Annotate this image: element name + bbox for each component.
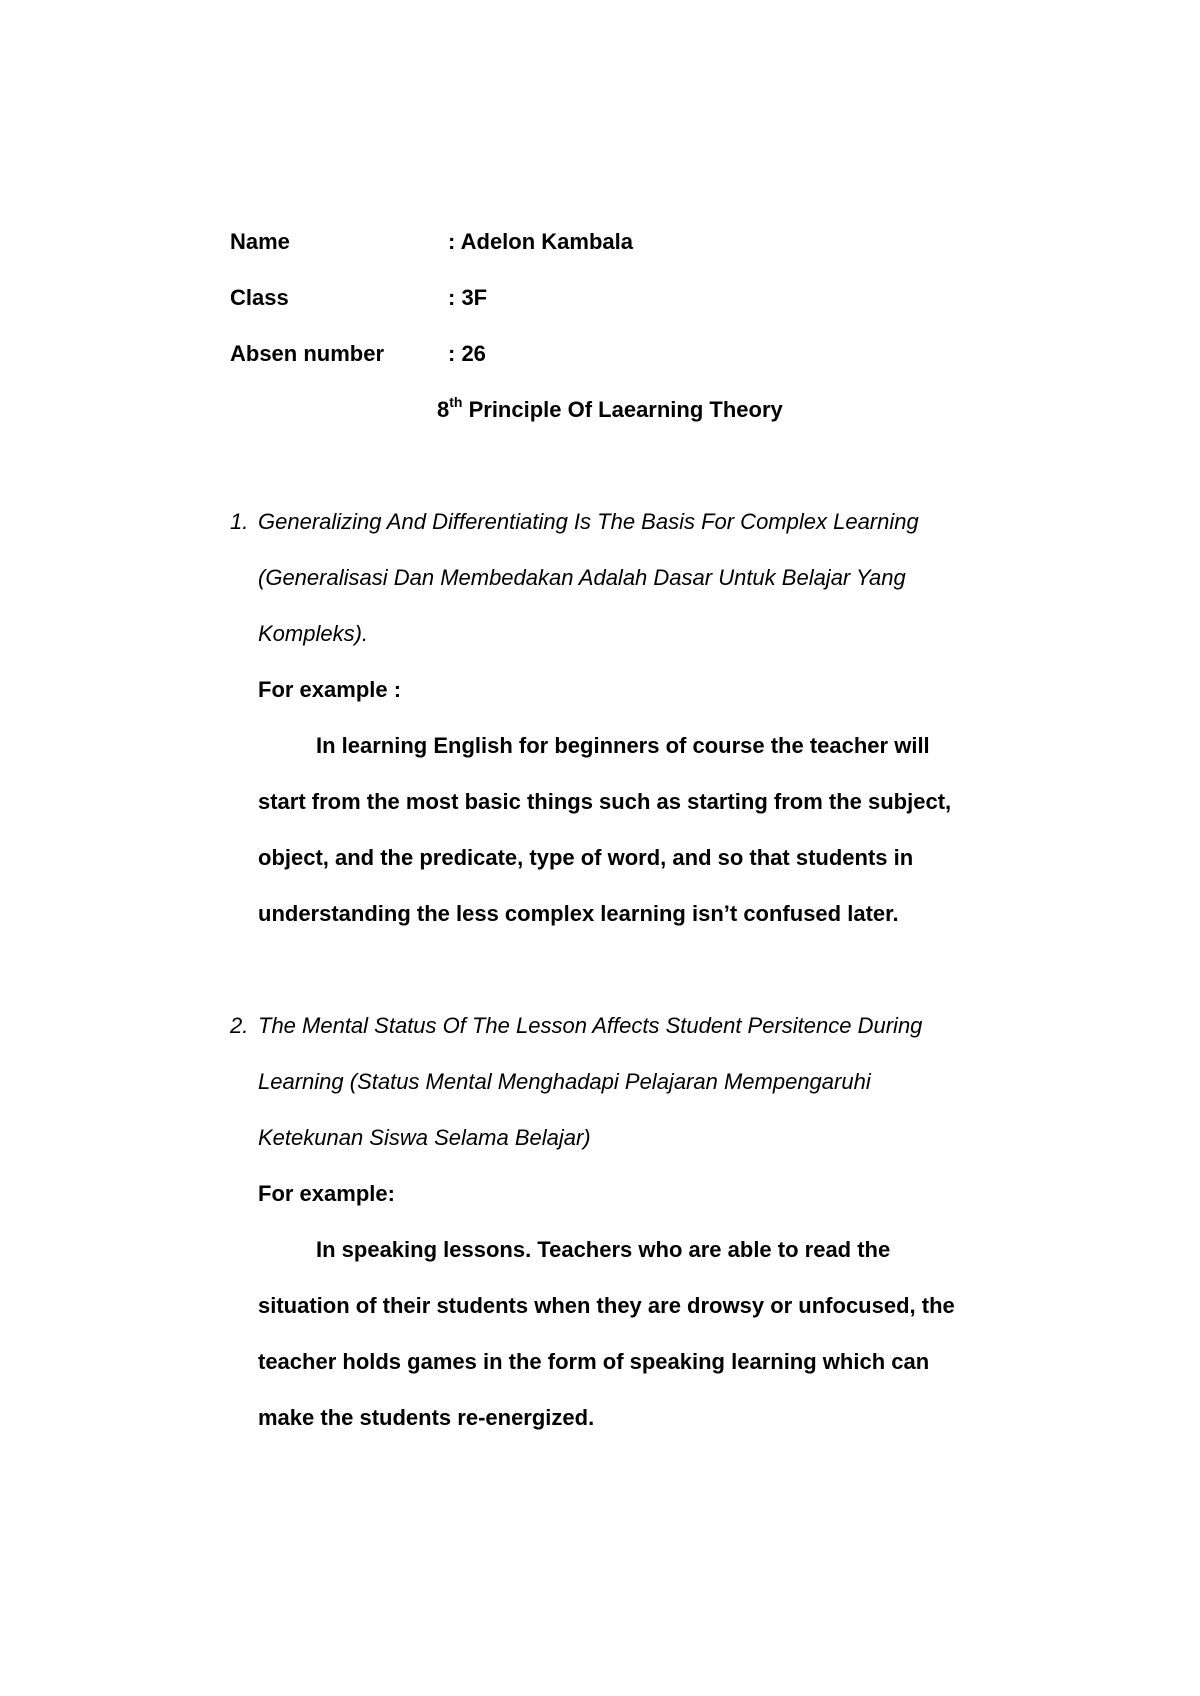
example-label: For example : [258, 677, 402, 702]
example-line: start from the most basic things such as starting from the subject, [258, 789, 952, 814]
example-line: understanding the less complex learning isn’t confused later. [258, 901, 899, 926]
absen-number-value: : 26 [448, 341, 486, 366]
title-ordinal-suffix: th [449, 393, 463, 410]
item-heading-line: Generalizing And Differentiating Is The Basis For Complex Learning [258, 509, 919, 534]
example-line: object, and the predicate, type of word, and so that students in [258, 845, 914, 870]
class-value: : 3F [448, 285, 488, 310]
item-heading-line: Learning (Status Mental Menghadapi Pelajaran Mempengaruhi [258, 1069, 871, 1094]
example-label: For example: [258, 1181, 395, 1206]
document-title [437, 393, 783, 423]
item-number: 1. [230, 509, 249, 534]
example-line: make the students re-energized. [258, 1405, 595, 1430]
item-heading-line: Kompleks). [258, 621, 369, 646]
title-text: Principle Of Laearning Theory [462, 397, 783, 422]
name-value: : Adelon Kambala [448, 229, 633, 254]
name-label: Name [230, 229, 290, 254]
item-heading-line: Ketekunan Siswa Selama Belajar) [258, 1125, 591, 1150]
item-heading-line: The Mental Status Of The Lesson Affects Student Persitence During [258, 1013, 923, 1038]
class-label: Class [230, 285, 289, 310]
title-number: 8 [437, 397, 450, 422]
example-line: teacher holds games in the form of speaking learning which can [258, 1349, 930, 1374]
absen-number-label: Absen number [230, 341, 385, 366]
example-line: situation of their students when they are drowsy or unfocused, the [258, 1293, 955, 1318]
example-line: In learning English for beginners of course the teacher will [316, 733, 930, 758]
item-number: 2. [230, 1013, 249, 1038]
item-heading-line: (Generalisasi Dan Membedakan Adalah Dasar Untuk Belajar Yang [258, 565, 906, 590]
example-line: In speaking lessons. Teachers who are able to read the [316, 1237, 891, 1262]
